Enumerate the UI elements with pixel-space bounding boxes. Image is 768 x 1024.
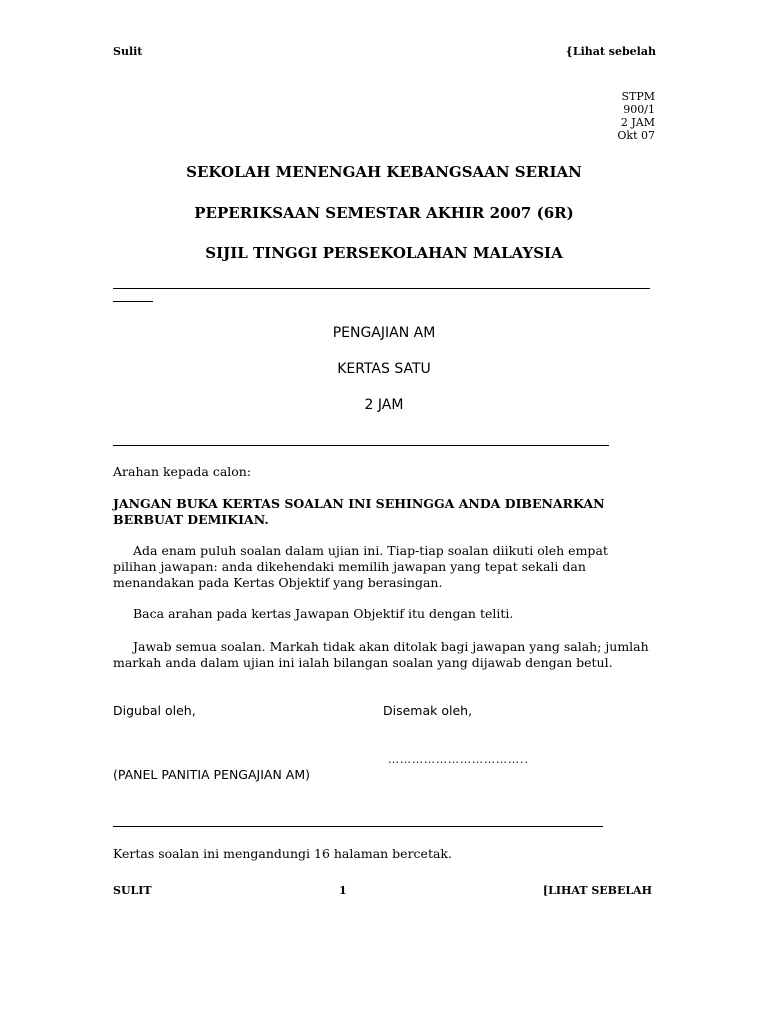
instructions-paragraph-1: Ada enam puluh soalan dalam ujian ini. Tiap-tiap soalan diikuti oleh empat pilihan jawapan: anda dikehendaki memilih jawapan yang tepat sekali dan menandakan pada Kertas Objektif yang berasingan. [113, 543, 608, 590]
page-number: 1 [339, 884, 347, 897]
instructions-warning: JANGAN BUKA KERTAS SOALAN INI SEHINGGA ANDA DIBENARKAN BERBUAT DEMIKIAN. [113, 496, 605, 527]
prepared-by-label: Digubal oleh, [113, 703, 196, 718]
subject-name: PENGAJIAN AM [332, 325, 436, 341]
exam-meta [617, 90, 655, 142]
header-right: {Lihat sebelah [565, 45, 656, 58]
footer-right: [LIHAT SEBELAH [542, 884, 652, 897]
duration-label: 2 JAM [364, 397, 404, 413]
divider-line [113, 288, 650, 289]
exam-title: PEPERIKSAAN SEMESTAR AKHIR 2007 (6R) [194, 204, 574, 222]
instructions-paragraph-2: Baca arahan pada kertas Jawapan Objektif itu dengan teliti. [133, 606, 514, 621]
paper-label: KERTAS SATU [337, 361, 431, 377]
meta-code: STPM [621, 90, 655, 103]
meta-date: Okt 07 [617, 129, 655, 142]
panel-label: (PANEL PANITIA PENGAJIAN AM) [113, 767, 311, 782]
meta-paper: 900/1 [623, 103, 655, 116]
certificate-title: SIJIL TINGGI PERSEKOLAHAN MALAYSIA [205, 244, 563, 262]
instructions-heading: Arahan kepada calon: [113, 464, 252, 479]
divider-line-continuation [113, 301, 153, 302]
divider-line [113, 826, 603, 827]
signature-dots: …………………………….. [388, 753, 529, 766]
footer-left: SULIT [113, 884, 152, 897]
checked-by-label: Disemak oleh, [383, 703, 473, 718]
page-count-note: Kertas soalan ini mengandungi 16 halaman bercetak. [113, 846, 452, 861]
school-title: SEKOLAH MENENGAH KEBANGSAAN SERIAN [186, 163, 582, 181]
meta-duration: 2 JAM [620, 116, 655, 129]
header-left: Sulit [113, 45, 143, 58]
instructions-paragraph-3: Jawab semua soalan. Markah tidak akan ditolak bagi jawapan yang salah; jumlah markah anda dalam ujian ini ialah bilangan soalan yang dijawab dengan betul. [113, 639, 649, 670]
divider-line [113, 445, 609, 446]
